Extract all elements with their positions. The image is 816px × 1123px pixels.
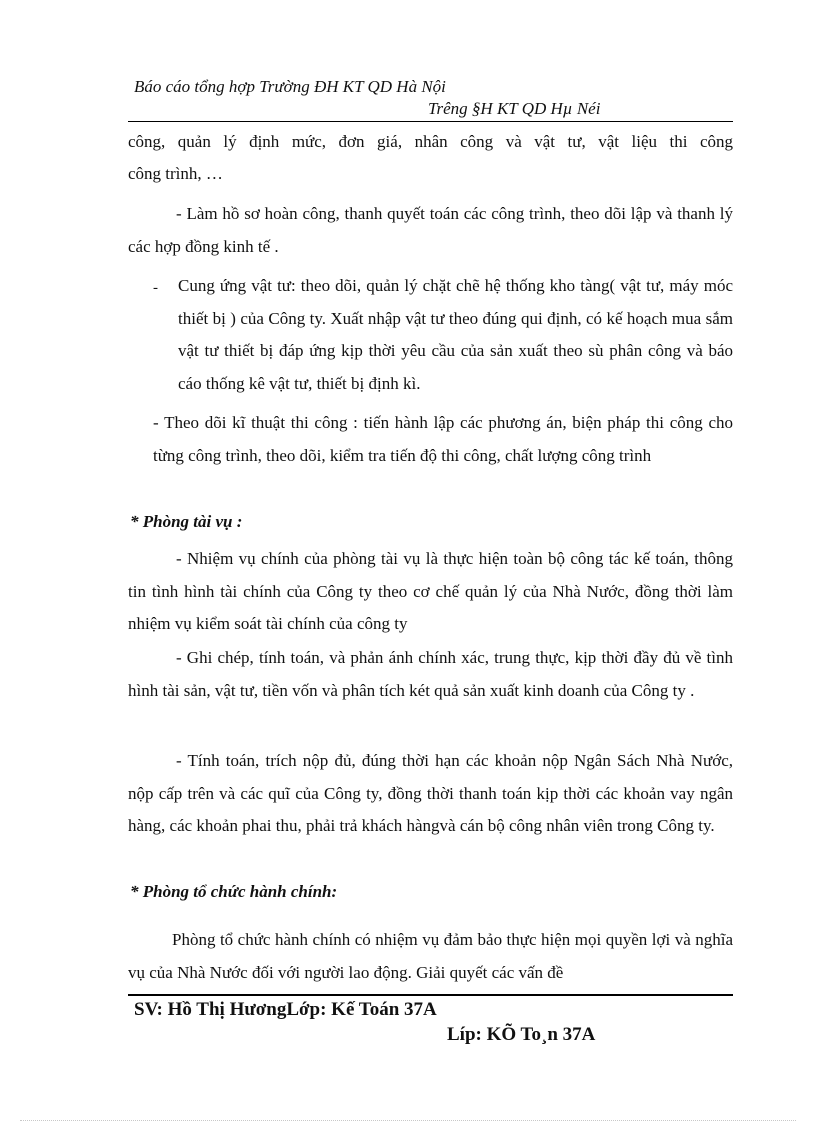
heading-finance-dept: * Phòng tài vụ : [130,512,243,531]
header-rule [128,121,733,122]
paragraph-3: Cung ứng vật tư: theo dõi, quản lý chặt chẽ hệ thống kho tàng( vật tư, máy móc thiết bị ) của Công ty. Xuất nhập vật tư theo đúng qui định, có kế hoạch mua sắm vật tư thiết bị đáp ứng kịp thời yêu cầu của sản xuất theo sù phân công và báo cáo thống kê vật tư, thiết bị định kì. [178,276,733,393]
bullet-dash: - [153,280,158,296]
footer-class-info: Líp: KÕ To¸n 37A [447,1024,596,1045]
paragraph-6: - Ghi chép, tính toán, và phản ánh chính xác, trung thực, kịp thời đầy đủ về tình hình tài sản, vật tư, tiền vốn và phân tích két quả sản xuất kinh doanh của Công ty . [128,648,733,700]
paragraph-1-line-1: công, quản lý định mức, đơn giá, nhân công và vật tư, vật liệu thi công [128,132,733,151]
paragraph-7: - Tính toán, trích nộp đủ, đúng thời hạn các khoản nộp Ngân Sách Nhà Nước, nộp cấp trên và các quĩ của Công ty, đồng thời thanh toán kịp thời các khoản vay ngân hàng, các khoản phai thu, phải trả khách hàngvà cán bộ công nhân viên trong Công ty. [128,751,733,835]
paragraph-4: - Theo dõi kĩ thuật thi công : tiến hành lập các phương án, biện pháp thi công cho từng công trình, theo dõi, kiểm tra tiến độ thi công, chất lượng công trình [153,413,733,465]
paragraph-2: - Làm hồ sơ hoàn công, thanh quyết toán các công trình, theo dõi lập và thanh lý các hợp đồng kinh tế . [128,204,733,256]
paragraph-5: - Nhiệm vụ chính của phòng tài vụ là thực hiện toàn bộ công tác kế toán, thông tin tình hình tài chính của Công ty theo cơ chế quản lý của Nhà Nước, đồng thời làm nhiệm vụ kiểm soát tài chính của công ty [128,549,733,633]
header-subtitle: Trêng §H KT QD Hµ Néi [428,99,601,118]
footer-student-info: SV: Hồ Thị HươngLớp: Kế Toán 37A [134,999,437,1020]
paragraph-8: Phòng tổ chức hành chính có nhiệm vụ đảm bảo thực hiện mọi quyền lợi và nghĩa vụ của Nhà Nước đối với người lao động. Giải quyết các vấn đề [128,930,733,982]
paragraph-1-line-2: công trình, … [128,164,223,183]
heading-admin-dept: * Phòng tổ chức hành chính: [130,882,338,901]
page-bottom-dotted-border [20,1120,796,1121]
header-title: Báo cáo tổng hợp Trường ĐH KT QD Hà Nội [134,77,446,96]
footer-rule [128,994,733,996]
